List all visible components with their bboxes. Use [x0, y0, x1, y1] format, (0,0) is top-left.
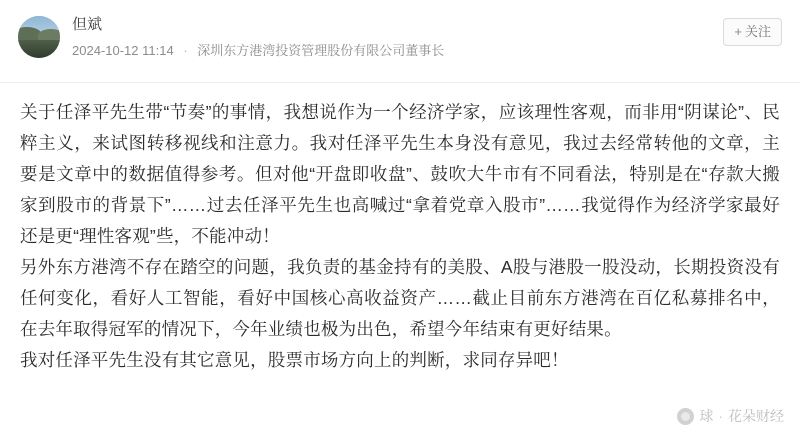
post-body	[0, 83, 800, 376]
follow-button[interactable]	[723, 18, 782, 46]
watermark-text: 花朵财经	[728, 408, 784, 424]
post-paragraph: 关于任泽平先生带“节奏”的事情，我想说作为一个经济学家，应该理性客观，而非用“阴谋论”、民粹主义，来试图转移视线和注意力。我对任泽平先生本身没有意见，我过去经常转他的文章，主要是文章中的数据值得参考。但对他“开盘即收盘”、鼓吹大牛市有不同看法，特别是在“存款大搬家到股市的背景下”……过去任泽平先生也高喊过“拿着党章入股市”……我觉得作为经济学家最好还是更“理性客观”些，不能冲动！	[20, 102, 780, 246]
post-paragraph: 我对任泽平先生没有其它意见，股票市场方向上的判断，求同存异吧！	[20, 350, 569, 370]
watermark-logo-icon	[677, 408, 694, 425]
post-paragraph: 另外东方港湾不存在踏空的问题，我负责的基金持有的美股、A股与港股一股没动，长期投资没有任何变化，看好人工智能，看好中国核心高收益资产……截止目前东方港湾在百亿私募排名中，在去年取得冠军的情况下，今年业绩也极为出色，希望今年结束有更好结果。	[20, 257, 780, 339]
avatar[interactable]	[18, 16, 60, 58]
watermark	[677, 406, 784, 426]
watermark-separator: ·	[718, 408, 723, 424]
avatar-ground	[18, 40, 60, 58]
meta-separator: ·	[183, 43, 188, 58]
post-header	[0, 0, 800, 74]
watermark-brand: 球	[699, 408, 714, 424]
post-source[interactable]: 深圳东方港湾投资管理股份有限公司董事长	[197, 43, 445, 58]
post-meta	[72, 42, 713, 60]
author-block	[72, 14, 713, 60]
post-timestamp: 2024-10-12 11:14	[72, 43, 174, 58]
plus-icon: +	[734, 24, 742, 39]
author-name[interactable]: 但斌	[72, 16, 103, 33]
follow-button-label: 关注	[744, 24, 771, 39]
